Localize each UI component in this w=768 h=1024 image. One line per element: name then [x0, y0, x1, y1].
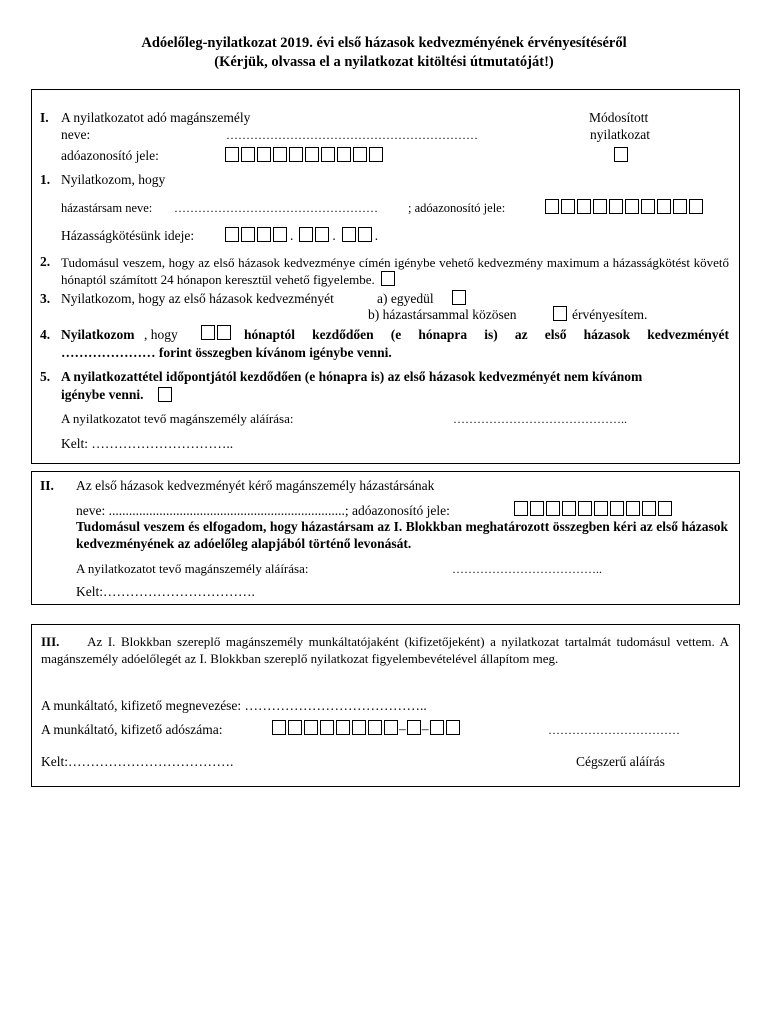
item-3-text: Nyilatkozom, hogy az első házasok kedvezményét	[61, 291, 334, 306]
section-3-date-field[interactable]: Kelt:……………………………….	[41, 754, 234, 769]
section-2-heading: Az első házasok kedvezményét kérő magánszemély házastársának	[76, 478, 435, 493]
item-3-option-a: a) egyedül	[377, 291, 434, 306]
marriage-date-label: Házasságkötésünk ideje:	[61, 228, 195, 243]
spouse-name-row[interactable]: neve: ......................................................................; adóazonosító jele:	[76, 503, 450, 518]
item-1-number: 1.	[40, 172, 51, 187]
employer-name-field[interactable]: A munkáltató, kifizető megnevezése: …………………………………..	[41, 698, 427, 713]
employer-tax-dots[interactable]: ……………………………	[548, 723, 680, 737]
section-3-text: III. Az I. Blokkban szereplő magánszemély munkáltatójaként (kifizetőjeként) a nyilatkozat tartalmát tudomásul vettem. A magánszemély adóelőlegét az I. Blokkban szereplő nyilatkozat figyelembevételével állapítom meg.	[41, 634, 730, 666]
item-3-option-b: b) házastársammal közösen	[368, 307, 517, 322]
company-signature-label: Cégszerű aláírás	[576, 754, 665, 769]
spouse-tax-boxes[interactable]	[545, 199, 705, 216]
section-1-number: I.	[40, 110, 49, 125]
section-2-date-field[interactable]: Kelt:…………………………….	[76, 584, 255, 599]
spouse-tax-label: ; adóazonosító jele:	[408, 201, 506, 215]
declarant-label: A nyilatkozatot adó magánszemély	[61, 110, 251, 125]
item-2-number: 2.	[40, 254, 51, 269]
form-title: Adóelőleg-nyilatkozat 2019. évi első házasok kedvezményének érvényesítéséről	[141, 35, 627, 51]
modified-checkbox[interactable]	[614, 147, 628, 162]
modified-label: Módosított	[589, 110, 649, 125]
spouse-tax-id-boxes[interactable]	[514, 501, 674, 518]
item-4-number: 4.	[40, 327, 51, 342]
date-field[interactable]: Kelt: …………………………..	[61, 436, 234, 451]
item-3-option-a-checkbox[interactable]	[452, 290, 466, 305]
name-field[interactable]: ………………………………………………………	[226, 128, 478, 142]
section-2-statement: Tudomásul veszem és elfogadom, hogy házastársam az I. Blokkban meghatározott összegben kéri az első házasok kedvezményének az adóelőleg alapjából történő levonását.	[76, 519, 728, 551]
signature-label: A nyilatkozatot tevő magánszemély aláírása:	[61, 411, 294, 426]
item-2-text: Tudomásul veszem, hogy az első házasok kedvezménye címén igénybe vehető kedvezmény maximum a házasságkötést követő hónaptól számított 24 hónapon keresztül vehető figyelembe.	[61, 255, 729, 287]
item-4-mid: hónaptól kezdődően (e hónapra is) az első házasok kedvezményét	[244, 327, 729, 342]
item-4-pre: Nyilatkozom	[61, 327, 135, 342]
item-1-text: Nyilatkozom, hogy	[61, 172, 166, 187]
item-4-line2: ………………… forint összegben kívánom igénybe venni.	[61, 345, 392, 360]
employer-tax-boxes[interactable]: – –	[272, 720, 462, 737]
employer-tax-label: A munkáltató, kifizető adószáma:	[41, 722, 223, 737]
item-3-option-b-suffix: érvényesítem.	[572, 307, 648, 322]
signature-field[interactable]: ……………………………………..	[453, 412, 627, 426]
tax-id-label: adóazonosító jele:	[61, 148, 159, 163]
item-5-number: 5.	[40, 369, 51, 384]
spouse-name-field[interactable]: ……………………………………………	[174, 201, 378, 215]
item-3-number: 3.	[40, 291, 51, 306]
section-3-number: III.	[41, 634, 60, 649]
item-5-line2: igénybe venni.	[61, 387, 144, 402]
form-subtitle: (Kérjük, olvassa el a nyilatkozat kitöltési útmutatóját!)	[214, 54, 554, 70]
section-2-number: II.	[40, 478, 54, 493]
item-5-line1: A nyilatkozattétel időpontjától kezdődően (e hónapra is) az első házasok kedvezményét nem kívánom	[61, 369, 643, 384]
tax-id-boxes[interactable]	[225, 147, 385, 164]
section-2-signature-label: A nyilatkozatot tevő magánszemély aláírása:	[76, 561, 309, 576]
item-5-checkbox[interactable]	[158, 387, 172, 402]
item-4-month-boxes[interactable]	[201, 325, 233, 342]
spouse-name-label: házastársam neve:	[61, 201, 153, 215]
name-label: neve:	[61, 127, 91, 142]
item-4-comma: , hogy	[144, 327, 178, 342]
marriage-date-boxes[interactable]: . . .	[225, 227, 384, 244]
item-3-option-b-checkbox[interactable]	[553, 306, 567, 321]
item-2-checkbox[interactable]	[381, 271, 395, 286]
section-2-signature-field[interactable]: ………………………………..	[452, 562, 602, 576]
modified-label-2: nyilatkozat	[590, 127, 650, 142]
